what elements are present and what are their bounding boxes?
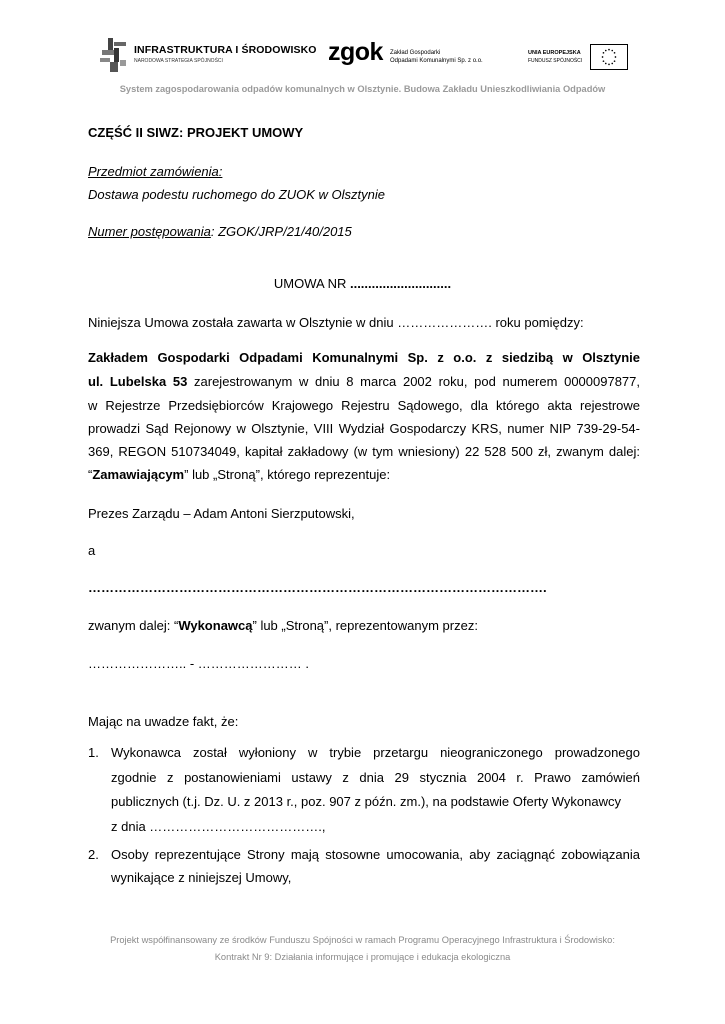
- footer-line1: Projekt współfinansowany ze środków Funduszu Spójności w ramach Programu Operacyjnego Infrastruktura i Środowisko:: [110, 935, 615, 945]
- item1-line4: z dnia ………………………………….,: [111, 819, 326, 834]
- contract-title-dots: ............................: [349, 276, 452, 291]
- footer-line2: Kontrakt Nr 9: Działania informujące i promujące i edukacja ekologiczna: [214, 952, 511, 962]
- party1-alias: Zamawiającym: [92, 467, 185, 482]
- running-title: System zagospodarowania odpadów komunalnych w Olsztynie. Budowa Zakładu Unieszkodliwiania Odpadów: [119, 84, 606, 94]
- procedure-number: [88, 224, 640, 240]
- item2-line2: wynikające z niniejszej Umowy,: [111, 870, 292, 885]
- eu-flag-icon: [590, 44, 628, 70]
- contractor-alias-line: [88, 618, 640, 634]
- item2-number: 2.: [88, 847, 99, 862]
- item1-line1: Wykonawca został wyłoniony w trybie przetargu nieograniczonego prowadzonego: [111, 745, 640, 760]
- logo-is-subtitle: NARODOWA STRATEGIA SPÓJNOŚCI: [134, 58, 223, 64]
- party1-line5: 369, REGON 510734049, kapitał zakładowy (w tym wniesiony) 22 528 500 zł, zwanym dalej:: [88, 444, 640, 459]
- subject-label: Przedmiot zamówienia:: [88, 164, 223, 179]
- party1-line2: [88, 374, 640, 390]
- party1-registration: zarejestrowanym w dniu 8 marca 2002 roku, pod numerem 0000097877,: [187, 374, 640, 389]
- logo-infrastruktura: [98, 36, 317, 76]
- procedure-value: : ZGOK/JRP/21/40/2015: [210, 224, 352, 239]
- zgok-line1: Zakład Gospodarki: [390, 50, 441, 56]
- zgok-line2: Odpadami Komunalnymi Sp. z o.o.: [390, 58, 483, 64]
- infrastruktura-logo-icon: [98, 36, 128, 74]
- logo-unia-europejska: [528, 44, 638, 74]
- procedure-label: Numer postępowania: [88, 224, 211, 239]
- representative: Prezes Zarządu – Adam Antoni Sierzputowski,: [88, 506, 355, 521]
- item2-line1: Osoby reprezentujące Strony mają stosowne umocowania, aby zaciągnąć zobowiązania: [111, 847, 640, 862]
- subject-value: Dostawa podestu ruchomego do ZUOK w Olsztynie: [88, 187, 385, 202]
- party1-address: ul. Lubelska 53: [88, 374, 188, 389]
- ue-line1: UNIA EUROPEJSKA: [528, 50, 581, 56]
- conjunction-and: a: [88, 543, 96, 558]
- item1-line3: publicznych (t.j. Dz. U. z 2013 r., poz. 907 z późn. zm.), na podstawie Oferty Wykonawcy: [111, 794, 621, 809]
- party1-line1: Zakładem Gospodarki Odpadami Komunalnymi Sp. z o.o. z siedzibą w Olsztynie: [88, 350, 640, 365]
- intro-paragraph: Niniejsza Umowa została zawarta w Olsztynie w dniu …………………. roku pomiędzy:: [88, 315, 584, 330]
- contractor-pre: zwanym dalej: “: [88, 618, 179, 633]
- party1-line4: prowadzi Sąd Rejonowy w Olsztynie, VIII Wydział Gospodarczy KRS, numer NIP 739-29-54-: [88, 421, 640, 436]
- party1-quote-open: “: [88, 467, 93, 482]
- logo-is-title: INFRASTRUKTURA I ŚRODOWISKO: [134, 44, 317, 56]
- contractor-alias: Wykonawcą: [178, 618, 253, 633]
- contract-title-prefix: UMOWA NR: [273, 276, 350, 291]
- zgok-mark: zgok: [328, 38, 383, 66]
- contractor-post: ” lub „Stroną”, reprezentowanym przez:: [252, 618, 478, 633]
- header-logos: [88, 36, 638, 80]
- part-title: CZĘŚĆ II SIWZ: PROJEKT UMOWY: [88, 125, 304, 140]
- whereas: Mając na uwadze fakt, że:: [88, 714, 239, 729]
- party1-line3: w Rejestrze Przedsiębiorców Krajowego Rejestru Sądowego, dla którego akta rejestrowe: [88, 398, 640, 413]
- party1-alias-rest: ” lub „Stroną”, którego reprezentuje:: [184, 467, 391, 482]
- party1-line6: [88, 467, 640, 483]
- ue-line2: FUNDUSZ SPÓJNOŚCI: [528, 58, 583, 64]
- item1-line2: zgodnie z postanowieniami ustawy z dnia 29 stycznia 2004 r. Prawo zamówień: [111, 770, 640, 785]
- contractor-representative-dots: ………………….. - …………………… .: [88, 656, 309, 671]
- logo-zgok: [328, 38, 488, 72]
- item1-number: 1.: [88, 745, 99, 760]
- contractor-dots: …………………………………………………………………………………………….: [88, 580, 547, 595]
- contract-title: [0, 276, 725, 292]
